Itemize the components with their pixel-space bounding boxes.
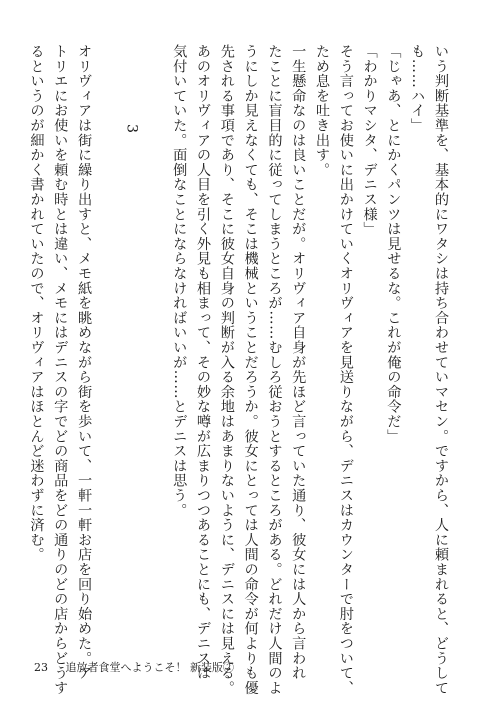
text-column-5: そう言ってお使いに出かけていくオリヴィアを見送りながら、デニスはカウンターで肘をついて、 <box>337 44 354 696</box>
text-column-16: るというのが細かく書かれていたので、オリヴィアはほとんど迷わずに済む。 <box>28 44 45 562</box>
text-column-1: いう判断基準を、基本的にワタシは持ち合わせていマセン。ですから、人に頼まれると、どうして <box>433 44 449 696</box>
page-number: 23 <box>34 661 48 674</box>
text-column-2: も……ハイ」 <box>409 44 426 133</box>
text-column-12: 気付いていた。面倒なことにならなければいいが……とデニスは思う。 <box>171 44 188 518</box>
text-column-10: 先される事項であり、そこに彼女自身の判断が入る余地はあまりないように、デニスには見える。 <box>218 44 235 696</box>
text-column-14: オリヴィアは街に繰り出すと、メモ紙を眺めながら街を歩いて、一軒一軒お店を回り始めた。ア <box>76 44 93 681</box>
text-column-9: うにしか見えなくても、そこは機械ということだろうか。彼女にとっては人間の命令が何よりも優 <box>242 44 259 696</box>
text-column-4: 「わかりマシタ、デニス様」 <box>361 44 378 237</box>
text-column-8: たことに盲目的に従ってしまうところが……むしろ従おうとするところがある。どれだけ人間のよ <box>266 44 283 696</box>
text-column-6: ため息を吐き出す。 <box>314 44 331 178</box>
text-column-15: トリエにお使いを頼む時とは違い、メモにはデニスの字でどの商品をどの通りのどの店からどうす <box>52 44 69 696</box>
book-title: 追放者食堂へようこそ！ 新装版② <box>65 661 234 674</box>
page-footer <box>34 659 234 675</box>
text-column-11: あのオリヴィアの人目を引く外見も相まって、その妙な噂が広まりつつあることにも、デニスは <box>195 44 212 681</box>
blank-column <box>95 44 119 634</box>
text-column-3: 「じゃあ、とにかくパンツは見せるな。これが俺の命令だ」 <box>385 44 402 444</box>
section-number: 3 <box>123 124 140 134</box>
text-column-7: 一生懸命なのは良いことだが。オリヴィア自身が先ほど言っていた通り、彼女には人から言われ <box>290 44 307 681</box>
blank-column <box>143 44 167 634</box>
